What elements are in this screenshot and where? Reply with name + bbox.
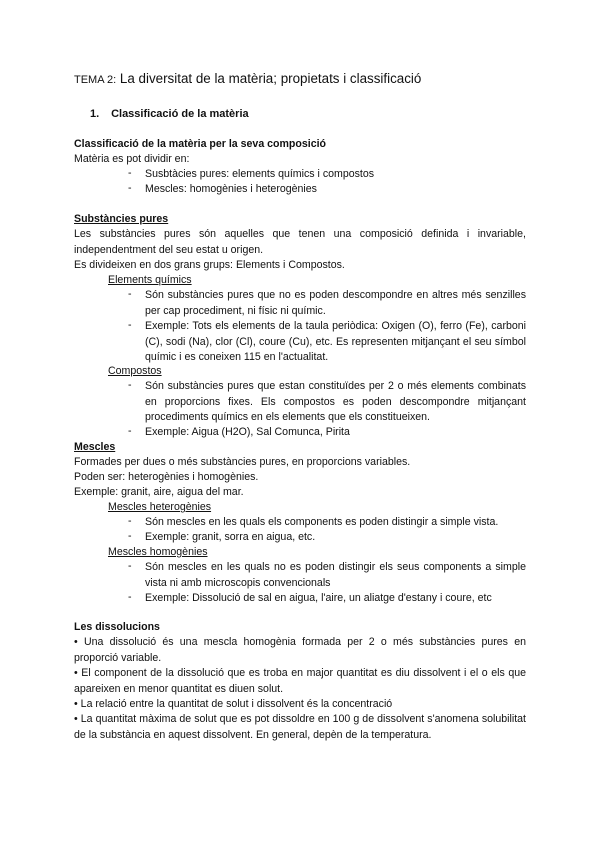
document-title	[74, 71, 421, 86]
mixtures-paragraph: Formades per dues o més substàncies pures, en proporcions variables.	[74, 456, 411, 468]
section-title: Classificació de la matèria	[111, 108, 249, 120]
list-item: Són substàncies pures que estan constituïdes per 2 o més elements combinats en proporcions fixes. Els compostos es poden descompondre mitjançant procediments químics en els elements que els constitueixen.	[145, 380, 526, 423]
dash-marker: -	[128, 167, 132, 179]
bullet-item	[74, 712, 526, 743]
composition-heading: Classificació de la matèria per la seva composició	[74, 138, 327, 150]
title-text: La diversitat de la matèria; propietats i classificació	[119, 71, 422, 86]
bullet-text: El component de la dissolució que es troba en major quantitat es diu dissolvent i el o els que apareixen en menor quantitat es diuen solut.	[74, 667, 526, 695]
mixtures-paragraph: Exemple: granit, aire, aigua del mar.	[74, 486, 244, 498]
list-item: Són mescles en les quals els components es poden distingir a simple vista.	[145, 516, 499, 528]
dash-marker: -	[128, 379, 132, 391]
list-item: Susbtàcies pures: elements químics i compostos	[145, 168, 375, 180]
bullet-item	[74, 697, 392, 712]
list-item: Exemple: Dissolució de sal en aigua, l'aire, un aliatge d'estany i coure, etc	[145, 592, 492, 604]
section-heading	[90, 108, 249, 120]
dash-marker: -	[128, 425, 132, 437]
homo-heading: Mescles homogènies	[108, 546, 208, 558]
list-item: Exemple: Aigua (H2O), Sal Comunca, Pirita	[145, 426, 350, 438]
bullet-item	[74, 666, 526, 697]
dash-marker: -	[128, 288, 132, 300]
bullet-item	[74, 635, 526, 666]
mixtures-paragraph: Poden ser: heterogènies i homogènies.	[74, 471, 259, 483]
bullet-marker: •	[74, 667, 78, 679]
dash-marker: -	[128, 560, 132, 572]
compounds-heading: Compostos	[108, 365, 162, 377]
dash-marker: -	[128, 591, 132, 603]
bullet-marker: •	[74, 713, 78, 725]
bullet-text: Una dissolució és una mescla homogènia formada per 2 o més substàncies pures en proporció variable.	[74, 636, 526, 664]
list-item: Exemple: Tots els elements de la taula periòdica: Oxigen (O), ferro (Fe), carboni (C), sodi (Na), clor (Cl), coure (Cu), etc. Es representen mitjançant el seu símbol químic i es coneixen 115 en l'actualitat.	[145, 320, 526, 363]
pures-paragraph: Les substàncies pures són aquelles que tenen una composició definida i invariable, independentment del seu estat u origen.	[74, 228, 526, 256]
elements-heading: Elements químics	[108, 274, 192, 286]
dash-marker: -	[128, 319, 132, 331]
dash-marker: -	[128, 515, 132, 527]
mixtures-heading: Mescles	[74, 441, 116, 453]
solutions-heading: Les dissolucions	[74, 621, 160, 633]
composition-intro: Matèria es pot dividir en:	[74, 153, 190, 165]
bullet-text: La quantitat màxima de solut que es pot dissoldre en 100 g de dissolvent s'anomena solubilitat de la substància en aquest dissolvent. En general, depèn de la temperatura.	[74, 713, 526, 741]
section-number: 1.	[90, 108, 100, 120]
dash-marker: -	[128, 182, 132, 194]
pures-heading: Substàncies pures	[74, 213, 169, 225]
list-item: Són mescles en les quals no es poden distingir els seus components a simple vista ni amb microscopis convencionals	[145, 561, 526, 589]
bullet-marker: •	[74, 636, 78, 648]
bullet-marker: •	[74, 698, 78, 710]
list-item: Exemple: granit, sorra en aigua, etc.	[145, 531, 316, 543]
dash-marker: -	[128, 530, 132, 542]
list-item: Mescles: homogènies i heterogènies	[145, 183, 317, 195]
list-item: Són substàncies pures que no es poden descompondre en altres més senzilles per cap procediment, ni físic ni químic.	[145, 289, 526, 317]
pures-paragraph-2: Es divideixen en dos grans grups: Elements i Compostos.	[74, 259, 345, 271]
title-label: TEMA 2:	[74, 74, 117, 86]
hetero-heading: Mescles heterogènies	[108, 501, 212, 513]
bullet-text: La relació entre la quantitat de solut i dissolvent és la concentració	[80, 698, 393, 710]
